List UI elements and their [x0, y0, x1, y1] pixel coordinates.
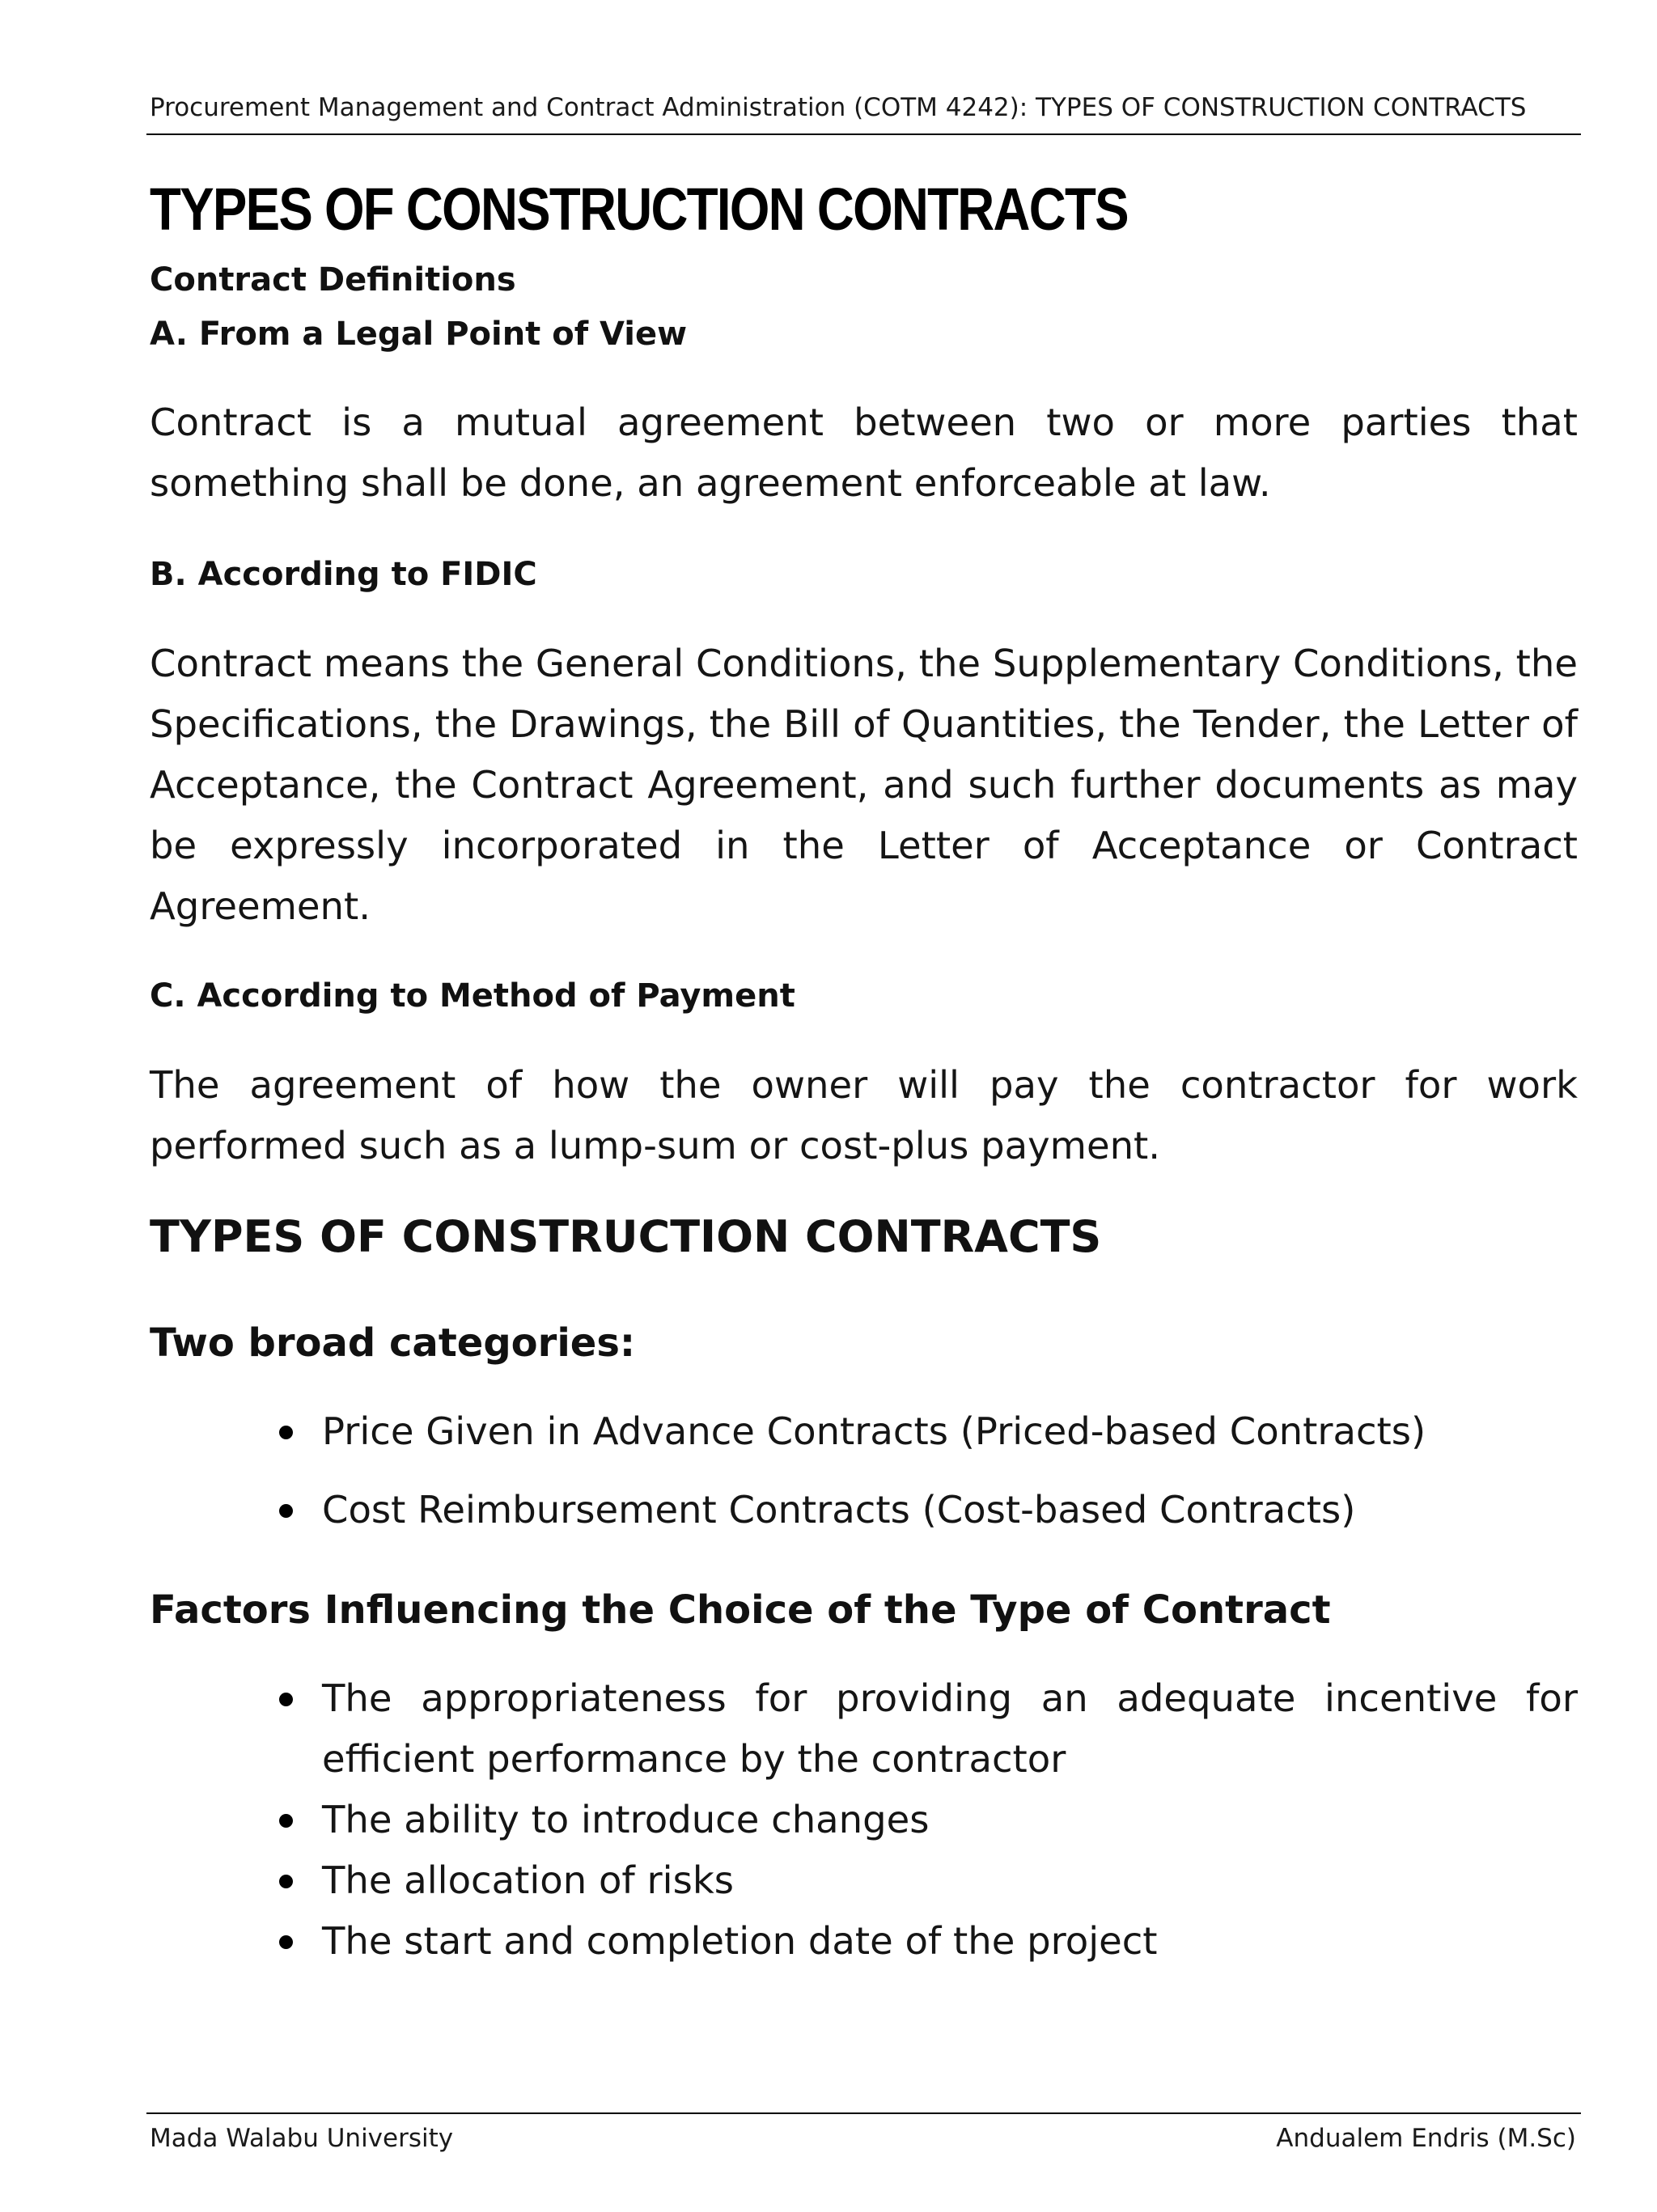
list-item-text: The appropriateness for providing an adequate incentive for efficient performance by the contractor	[322, 1676, 1578, 1781]
categories-heading: Two broad categories:	[150, 1320, 636, 1366]
legal-view-heading: A. From a Legal Point of View	[150, 316, 688, 353]
list-item-text: Cost Reimbursement Contracts (Cost-based Contracts)	[322, 1488, 1356, 1532]
categories-list	[0, 1401, 1578, 1558]
list-item-text: The allocation of risks	[322, 1858, 734, 1902]
header-divider	[146, 133, 1581, 135]
bullet-icon	[279, 1426, 293, 1439]
list-item-text: Price Given in Advance Contracts (Priced-based Contracts)	[322, 1409, 1426, 1453]
list-item	[0, 1850, 1578, 1911]
types-section-heading: TYPES OF CONSTRUCTION CONTRACTS	[150, 1211, 1102, 1262]
bullet-icon	[279, 1693, 293, 1706]
page-title: TYPES OF CONSTRUCTION CONTRACTS	[150, 176, 1128, 243]
bullet-icon	[279, 1875, 293, 1888]
contract-definitions-heading: Contract Definitions	[150, 261, 516, 299]
fidic-definition-paragraph: Contract means the General Conditions, the Supplementary Conditions, the Specifications, the Drawings, the Bill of Quantities, the Tender, the Letter of Acceptance, the Contract Agreement, and such further documents as may be expressly incorporated in the Letter of Acceptance or Contract Agreement.	[150, 642, 1578, 928]
list-item	[0, 1790, 1578, 1850]
bullet-icon	[279, 1504, 293, 1518]
list-item-text: The ability to introduce changes	[322, 1798, 930, 1841]
fidic-heading: B. According to FIDIC	[150, 556, 537, 593]
payment-definition-paragraph: The agreement of how the owner will pay the contractor for work performed such as a lump-sum or cost-plus payment.	[150, 1063, 1578, 1167]
footer-author: Andualem Endris (M.Sc)	[1276, 2124, 1576, 2153]
footer-institution: Mada Walabu University	[150, 2124, 454, 2153]
list-item	[0, 1668, 1578, 1790]
list-item	[0, 1401, 1578, 1462]
footer-divider	[146, 2112, 1581, 2114]
list-item	[0, 1480, 1578, 1540]
running-header: Procurement Management and Contract Administration (COTM 4242): TYPES OF CONSTRUCTION CONTRACTS	[150, 93, 1527, 122]
payment-method-heading: C. According to Method of Payment	[150, 977, 795, 1015]
bullet-icon	[279, 1814, 293, 1828]
list-item	[0, 1911, 1578, 1972]
bullet-icon	[279, 1935, 293, 1949]
factors-list	[0, 1668, 1578, 1972]
factors-heading: Factors Influencing the Choice of the Type of Contract	[150, 1587, 1331, 1633]
legal-definition-paragraph: Contract is a mutual agreement between two or more parties that something shall be done, an agreement enforceable at law.	[150, 400, 1578, 505]
list-item-text: The start and completion date of the project	[322, 1919, 1158, 1963]
